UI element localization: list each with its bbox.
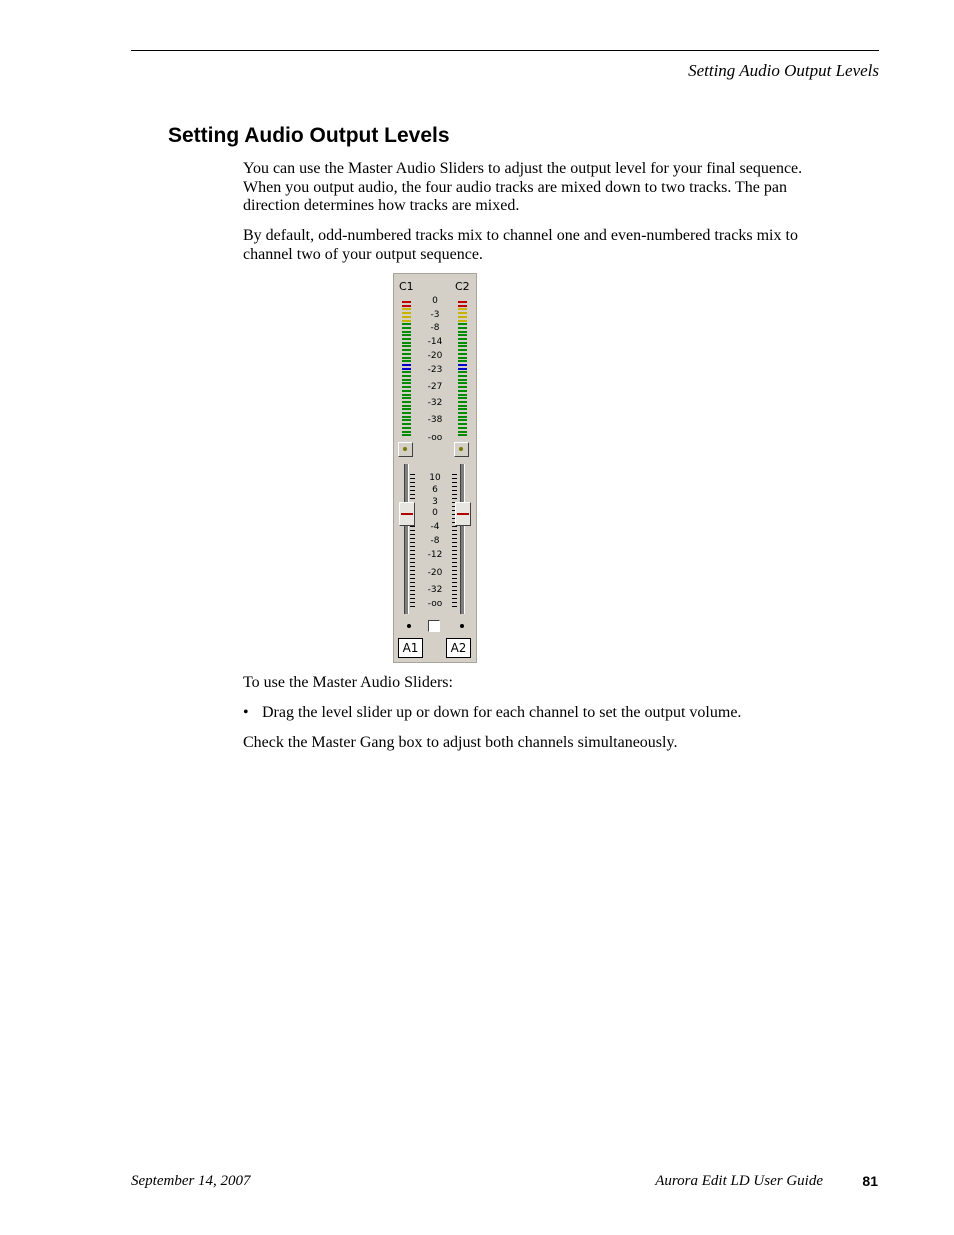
meter-segment: [402, 416, 411, 418]
meter-segment: [402, 364, 411, 366]
meter-segment: [402, 308, 411, 310]
slider-tick: [410, 494, 415, 495]
meter-segment: [458, 408, 467, 410]
slider-tick: [452, 474, 457, 475]
slider-tick: [410, 534, 415, 535]
slider-tick: [452, 542, 457, 543]
meter-segment: [402, 405, 411, 407]
meter-segment: [402, 368, 411, 370]
meter-segment: [458, 334, 467, 336]
meter-segment: [458, 312, 467, 314]
fader-scale-label: 10: [429, 473, 441, 483]
meter-segment: [458, 308, 467, 310]
slider-tick: [452, 486, 457, 487]
channel-1-level-slider-handle[interactable]: [399, 502, 415, 526]
meter-segment: [458, 416, 467, 418]
slider-tick: [452, 578, 457, 579]
page-number: 81: [862, 1173, 878, 1189]
channel-2-indicator-dot: [460, 624, 464, 628]
channel-2-level-slider-handle[interactable]: [455, 502, 471, 526]
slider-tick: [410, 546, 415, 547]
meter-segment: [402, 423, 411, 425]
slider-tick: [410, 582, 415, 583]
meter-segment: [402, 353, 411, 355]
channel-1-slider-ticks: [410, 474, 416, 606]
meter-segment: [458, 382, 467, 384]
slider-tick: [410, 570, 415, 571]
slider-tick: [452, 598, 457, 599]
slider-tick: [410, 578, 415, 579]
slider-tick: [452, 590, 457, 591]
bullet-text: Drag the level slider up or down for each channel to set the output volume.: [262, 704, 742, 721]
meter-segment: [458, 353, 467, 355]
meter-segment: [402, 334, 411, 336]
fader-scale-label: -20: [427, 568, 443, 578]
meter-segment: [402, 349, 411, 351]
slider-tick: [452, 534, 457, 535]
slider-tick: [452, 526, 457, 527]
meter-segment: [402, 434, 411, 436]
slider-tick: [410, 598, 415, 599]
pan-button-icon: [403, 447, 407, 451]
meter-segment: [402, 419, 411, 421]
meter-segment: [458, 386, 467, 388]
slider-tick: [410, 586, 415, 587]
slider-tick: [410, 566, 415, 567]
fader-scale-label: 3: [432, 497, 438, 507]
slider-handle-line: [401, 513, 413, 515]
meter-segment: [402, 390, 411, 392]
meter-segment: [402, 320, 411, 322]
slider-tick: [452, 478, 457, 479]
channel-1-level-meter: [402, 301, 411, 439]
meter-segment: [402, 312, 411, 314]
track-a1-button[interactable]: A1: [398, 638, 423, 658]
channel-1-slider-track[interactable]: [404, 464, 409, 614]
meter-segment: [402, 379, 411, 381]
meter-segment: [458, 401, 467, 403]
meter-segment: [458, 360, 467, 362]
channel-2-level-meter: [458, 301, 467, 439]
channel-1-pan-button[interactable]: [398, 442, 413, 457]
meter-segment: [402, 427, 411, 429]
meter-segment: [458, 331, 467, 333]
meter-segment: [458, 434, 467, 436]
footer-date: September 14, 2007: [131, 1173, 251, 1189]
meter-segment: [458, 342, 467, 344]
meter-segment: [402, 397, 411, 399]
meter-segment: [402, 316, 411, 318]
slider-tick: [410, 594, 415, 595]
meter-segment: [458, 397, 467, 399]
meter-segment: [402, 301, 411, 303]
meter-segment: [458, 345, 467, 347]
slider-tick: [410, 486, 415, 487]
slider-tick: [452, 490, 457, 491]
meter-scale-label: -32: [427, 398, 443, 408]
meter-scale-label: -oo: [427, 433, 443, 443]
meter-scale-label: -38: [427, 415, 443, 425]
meter-segment: [402, 357, 411, 359]
meter-segment: [402, 338, 411, 340]
meter-segment: [402, 394, 411, 396]
meter-segment: [458, 357, 467, 359]
slider-tick: [452, 606, 457, 607]
meter-segment: [402, 408, 411, 410]
meter-segment: [402, 323, 411, 325]
slider-tick: [452, 554, 457, 555]
meter-segment: [458, 364, 467, 366]
slider-tick: [410, 482, 415, 483]
slider-tick: [452, 582, 457, 583]
pan-button-icon: [459, 447, 463, 451]
channel-2-slider-ticks: [452, 474, 458, 606]
slider-handle-line: [457, 513, 469, 515]
meter-scale-label: -3: [430, 310, 440, 320]
meter-segment: [402, 431, 411, 433]
slider-tick: [410, 574, 415, 575]
intro-paragraph: You can use the Master Audio Sliders to adjust the output level for your final sequence. When you output audio, the four audio tracks are mixed down to two tracks. The pan direction determines how tracks are mixed.: [243, 160, 803, 214]
meter-segment: [402, 386, 411, 388]
fader-scale-label: -32: [427, 585, 443, 595]
fader-scale-label: -8: [430, 536, 440, 546]
meter-segment: [458, 423, 467, 425]
meter-segment: [458, 323, 467, 325]
meter-scale-label: 0: [432, 296, 438, 306]
meter-segment: [458, 419, 467, 421]
master-gang-checkbox[interactable]: [428, 620, 440, 632]
meter-segment: [458, 371, 467, 373]
fader-scale-label: -12: [427, 550, 443, 560]
meter-segment: [458, 431, 467, 433]
meter-segment: [402, 371, 411, 373]
fader-scale-label: 0: [432, 508, 438, 518]
slider-tick: [410, 554, 415, 555]
running-head: Setting Audio Output Levels: [688, 61, 879, 80]
channel-2-pan-button[interactable]: [454, 442, 469, 457]
slider-tick: [452, 594, 457, 595]
footer-guide-title: Aurora Edit LD User Guide: [655, 1173, 823, 1189]
slider-tick: [410, 542, 415, 543]
channel-2-label: C2: [455, 280, 470, 293]
meter-segment: [458, 390, 467, 392]
instruction-text: To use the Master Audio Sliders:: [243, 674, 453, 691]
slider-tick: [452, 498, 457, 499]
meter-segment: [458, 405, 467, 407]
meter-segment: [402, 375, 411, 377]
slider-tick: [452, 586, 457, 587]
slider-tick: [410, 530, 415, 531]
slider-tick: [452, 558, 457, 559]
meter-segment: [458, 427, 467, 429]
meter-segment: [402, 345, 411, 347]
meter-segment: [402, 360, 411, 362]
meter-segment: [402, 382, 411, 384]
slider-tick: [410, 606, 415, 607]
slider-tick: [410, 498, 415, 499]
meter-segment: [458, 305, 467, 307]
fader-scale-label: -oo: [427, 599, 443, 609]
meter-segment: [458, 379, 467, 381]
meter-segment: [402, 401, 411, 403]
meter-segment: [458, 375, 467, 377]
default-mix-paragraph: By default, odd-numbered tracks mix to channel one and even-numbered tracks mix to channel two of your output sequence.: [243, 227, 798, 263]
channel-1-indicator-dot: [407, 624, 411, 628]
meter-scale-label: -8: [430, 323, 440, 333]
section-title: Setting Audio Output Levels: [168, 124, 450, 147]
slider-tick: [410, 550, 415, 551]
slider-tick: [452, 562, 457, 563]
slider-tick: [410, 558, 415, 559]
slider-tick: [452, 538, 457, 539]
meter-segment: [458, 320, 467, 322]
fader-scale-label: -4: [430, 522, 440, 532]
slider-tick: [410, 590, 415, 591]
meter-segment: [402, 412, 411, 414]
slider-tick: [410, 490, 415, 491]
meter-scale-label: -27: [427, 382, 443, 392]
slider-tick: [410, 562, 415, 563]
slider-tick: [452, 550, 457, 551]
slider-tick: [452, 574, 457, 575]
track-a2-button[interactable]: A2: [446, 638, 471, 658]
meter-segment: [402, 331, 411, 333]
gang-note: Check the Master Gang box to adjust both channels simultaneously.: [243, 734, 678, 751]
slider-tick: [452, 546, 457, 547]
meter-scale-label: -23: [427, 365, 443, 375]
slider-tick: [452, 566, 457, 567]
meter-segment: [458, 301, 467, 303]
slider-tick: [410, 526, 415, 527]
fader-scale-label: 6: [432, 485, 438, 495]
meter-segment: [402, 305, 411, 307]
meter-segment: [402, 327, 411, 329]
slider-tick: [452, 482, 457, 483]
slider-tick: [410, 478, 415, 479]
master-audio-sliders-panel: [393, 273, 477, 663]
meter-segment: [458, 349, 467, 351]
channel-1-label: C1: [399, 280, 414, 293]
slider-tick: [410, 474, 415, 475]
meter-segment: [458, 368, 467, 370]
meter-scale-label: -20: [427, 351, 443, 361]
slider-tick: [452, 494, 457, 495]
meter-segment: [458, 412, 467, 414]
slider-tick: [452, 570, 457, 571]
slider-tick: [452, 530, 457, 531]
meter-segment: [458, 394, 467, 396]
meter-segment: [458, 327, 467, 329]
meter-segment: [458, 316, 467, 318]
header-rule: [131, 50, 879, 51]
slider-tick: [452, 602, 457, 603]
slider-tick: [410, 538, 415, 539]
meter-segment: [458, 338, 467, 340]
meter-scale-label: -14: [427, 337, 443, 347]
meter-segment: [402, 342, 411, 344]
slider-tick: [410, 602, 415, 603]
bullet-symbol: •: [243, 704, 249, 721]
channel-2-slider-track[interactable]: [460, 464, 465, 614]
